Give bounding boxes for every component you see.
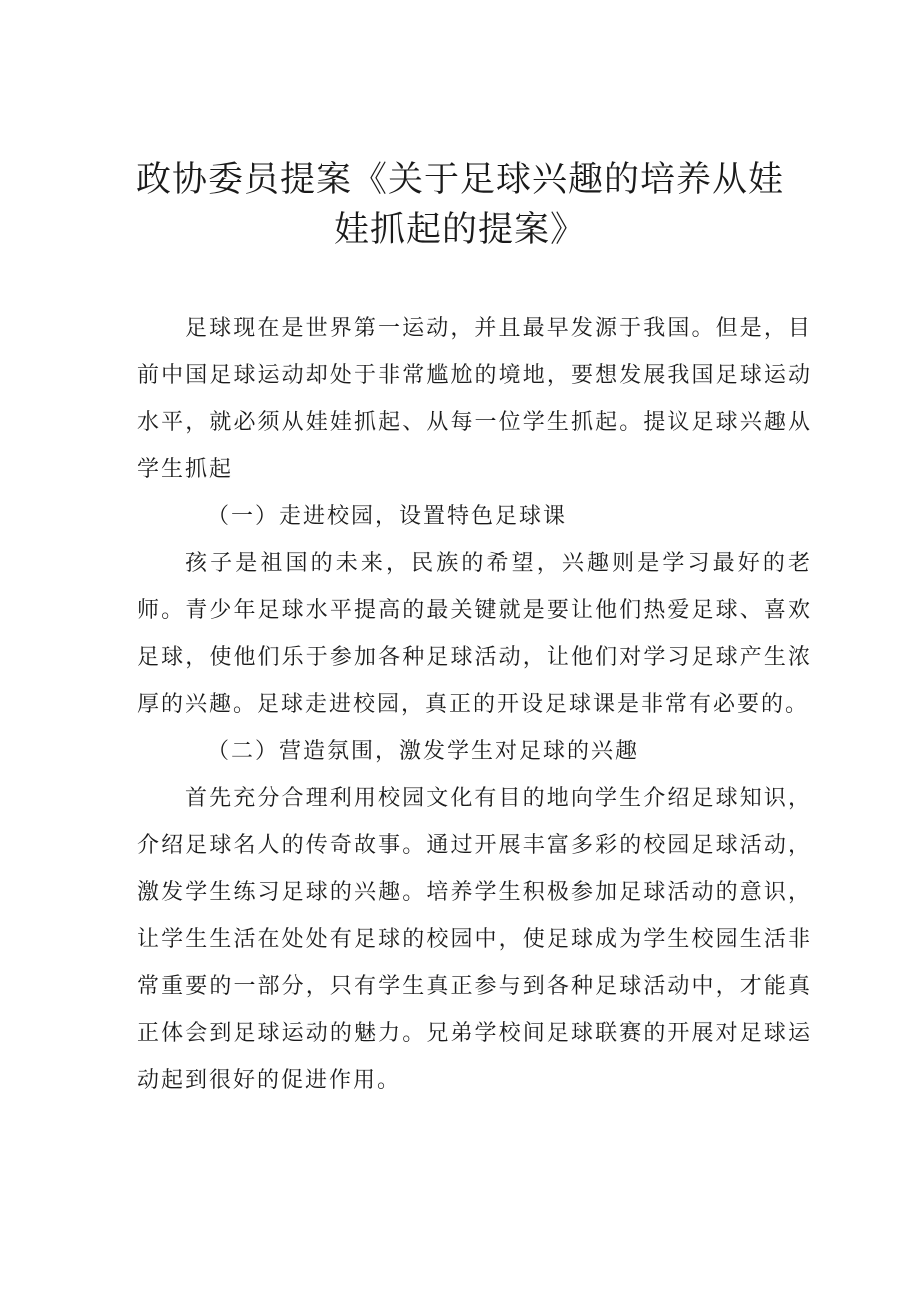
section-1-paragraph: 孩子是祖国的未来，民族的希望，兴趣则是学习最好的老师。青少年足球水平提高的最关键就是要让他们热爱足球、喜欢足球，使他们乐于参加各种足球活动，让他们对学习足球产生浓厚的兴趣。足球走进校园，真正的开设足球课是非常有必要的。 — [137, 551, 812, 717]
section-2-paragraph: 首先充分合理利用校园文化有目的地向学生介绍足球知识，介绍足球名人的传奇故事。通过开展丰富多彩的校园足球活动，激发学生练习足球的兴趣。培养学生积极参加足球活动的意识，让学生生活在处处有足球的校园中，使足球成为学生校园生活非常重要的一部分，只有学生真正参与到各种足球活动中，才能真正体会到足球运动的魅力。兄弟学校间足球联赛的开展对足球运动起到很好的促进作用。 — [137, 786, 812, 1093]
section-heading-2: （二）营造氛围，激发学生对足球的兴趣 — [207, 739, 640, 764]
document-body — [137, 305, 812, 1104]
section-heading-1: （一）走进校园，设置特色足球课 — [207, 504, 568, 529]
title-line-2: 娃抓起的提案》 — [333, 210, 586, 250]
document-title — [120, 155, 800, 255]
intro-paragraph: 足球现在是世界第一运动，并且最早发源于我国。但是，目前中国足球运动却处于非常尴尬的境地，要想发展我国足球运动水平，就必须从娃娃抓起、从每一位学生抓起。提议足球兴趣从学生抓起 — [137, 316, 812, 482]
title-line-1: 政协委员提案《关于足球兴趣的培养从娃 — [135, 160, 784, 200]
